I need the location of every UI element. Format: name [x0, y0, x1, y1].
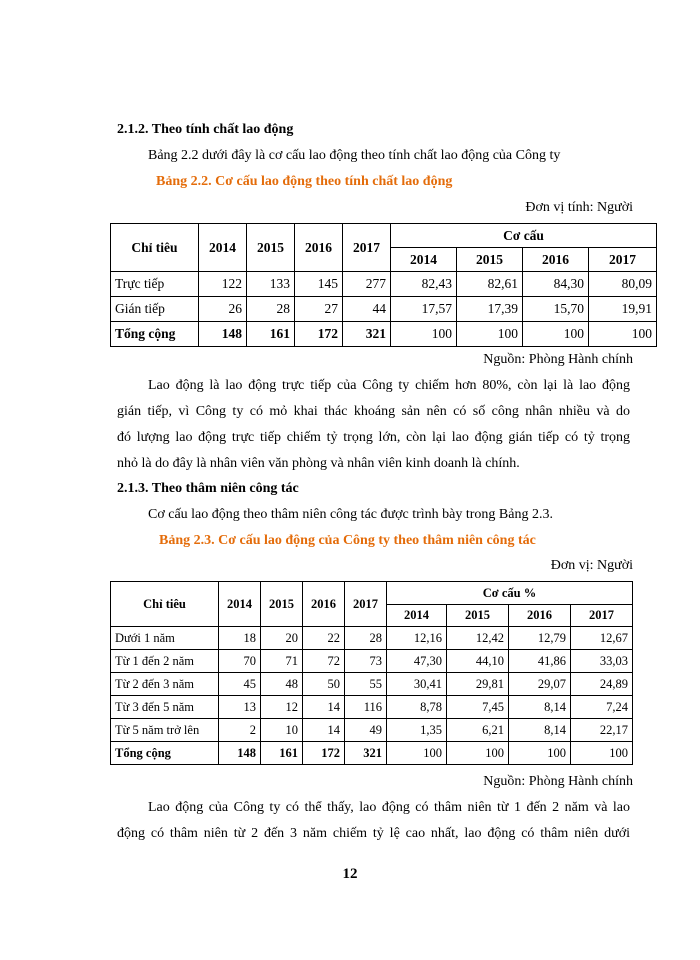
pct-cell: 19,91 — [589, 297, 657, 322]
section-intro-2-1-2: Bảng 2.2 dưới đây là cơ cấu lao động theo tính chất lao động của Công ty — [148, 148, 561, 163]
count-cell: 10 — [261, 719, 303, 742]
count-cell: 321 — [343, 322, 391, 347]
table-2-2-pct-year-header: 2016 — [523, 248, 589, 272]
pct-cell: 100 — [391, 322, 457, 347]
table-2-2-pct-year-header: 2014 — [391, 248, 457, 272]
section-heading-2-1-2: 2.1.2. Theo tính chất lao động — [117, 122, 294, 137]
table-2-2-unit: Đơn vị tính: Người — [525, 200, 633, 215]
table-2-2-header-label: Chỉ tiêu — [111, 224, 199, 272]
pct-cell: 22,17 — [571, 719, 633, 742]
table-2-3-group-header: Cơ cấu % — [387, 582, 633, 605]
table-2-3-year-header: 2016 — [303, 582, 345, 627]
row-label: Từ 2 đến 3 năm — [111, 673, 219, 696]
row-label: Trực tiếp — [111, 272, 199, 297]
pct-cell: 100 — [387, 742, 447, 765]
pct-cell: 82,43 — [391, 272, 457, 297]
pct-cell: 8,14 — [509, 696, 571, 719]
pct-cell: 12,67 — [571, 627, 633, 650]
count-cell: 172 — [295, 322, 343, 347]
table-2-2-source: Nguồn: Phòng Hành chính — [483, 352, 633, 367]
table-row — [111, 696, 633, 719]
count-cell: 44 — [343, 297, 391, 322]
pct-cell: 80,09 — [589, 272, 657, 297]
pct-cell: 41,86 — [509, 650, 571, 673]
table-2-3-year-header: 2017 — [345, 582, 387, 627]
row-label: Từ 3 đến 5 năm — [111, 696, 219, 719]
pct-cell: 100 — [457, 322, 523, 347]
pct-cell: 44,10 — [447, 650, 509, 673]
table-row — [111, 673, 633, 696]
count-cell: 116 — [345, 696, 387, 719]
table-row — [111, 719, 633, 742]
count-cell: 55 — [345, 673, 387, 696]
table-2-3-year-header: 2014 — [219, 582, 261, 627]
table-2-3-year-header: 2015 — [261, 582, 303, 627]
table-2-3-header-label: Chỉ tiêu — [111, 582, 219, 627]
pct-cell: 100 — [523, 322, 589, 347]
table-row — [111, 650, 633, 673]
pct-cell: 82,61 — [457, 272, 523, 297]
row-label: Gián tiếp — [111, 297, 199, 322]
pct-cell: 8,14 — [509, 719, 571, 742]
count-cell: 133 — [247, 272, 295, 297]
table-row-total — [111, 322, 657, 347]
count-cell: 148 — [199, 322, 247, 347]
table-row — [111, 297, 657, 322]
table-2-2-caption: Bảng 2.2. Cơ cấu lao động theo tính chất lao động — [156, 174, 453, 189]
pct-cell: 12,42 — [447, 627, 509, 650]
pct-cell: 84,30 — [523, 272, 589, 297]
count-cell: 71 — [261, 650, 303, 673]
pct-cell: 7,24 — [571, 696, 633, 719]
pct-cell: 100 — [509, 742, 571, 765]
table-2-2 — [110, 223, 657, 347]
pct-cell: 24,89 — [571, 673, 633, 696]
table-2-2-pct-year-header: 2017 — [589, 248, 657, 272]
count-cell: 172 — [303, 742, 345, 765]
table-2-2-pct-year-header: 2015 — [457, 248, 523, 272]
count-cell: 48 — [261, 673, 303, 696]
pct-cell: 8,78 — [387, 696, 447, 719]
pct-cell: 100 — [571, 742, 633, 765]
pct-cell: 100 — [589, 322, 657, 347]
pct-cell: 100 — [447, 742, 509, 765]
pct-cell: 47,30 — [387, 650, 447, 673]
paragraph-line: đó lượng lao động trực tiếp chiếm tỷ trọng lớn, còn lại lao động gián tiếp có tỷ trọng — [117, 430, 630, 445]
count-cell: 145 — [295, 272, 343, 297]
row-label: Tổng cộng — [111, 322, 199, 347]
count-cell: 27 — [295, 297, 343, 322]
row-label: Từ 5 năm trở lên — [111, 719, 219, 742]
pct-cell: 12,16 — [387, 627, 447, 650]
table-2-3-pct-year-header: 2016 — [509, 605, 571, 627]
count-cell: 14 — [303, 696, 345, 719]
count-cell: 161 — [261, 742, 303, 765]
section-intro-2-1-3: Cơ cấu lao động theo thâm niên công tác được trình bày trong Bảng 2.3. — [148, 507, 553, 522]
row-label: Từ 1 đến 2 năm — [111, 650, 219, 673]
count-cell: 14 — [303, 719, 345, 742]
table-row — [111, 272, 657, 297]
count-cell: 161 — [247, 322, 295, 347]
page-number: 12 — [342, 866, 358, 882]
count-cell: 22 — [303, 627, 345, 650]
count-cell: 50 — [303, 673, 345, 696]
count-cell: 28 — [247, 297, 295, 322]
count-cell: 148 — [219, 742, 261, 765]
count-cell: 18 — [219, 627, 261, 650]
count-cell: 13 — [219, 696, 261, 719]
table-2-3-pct-year-header: 2015 — [447, 605, 509, 627]
row-label: Dưới 1 năm — [111, 627, 219, 650]
table-2-3-source: Nguồn: Phòng Hành chính — [483, 774, 633, 789]
count-cell: 2 — [219, 719, 261, 742]
pct-cell: 12,79 — [509, 627, 571, 650]
count-cell: 122 — [199, 272, 247, 297]
paragraph-line: Lao động là lao động trực tiếp của Công ty chiếm hơn 80%, còn lại là lao động — [148, 378, 630, 393]
pct-cell: 15,70 — [523, 297, 589, 322]
paragraph-line: động có thâm niên từ 2 đến 3 năm chiếm tỷ lệ cao nhất, lao động có thâm niên dưới — [117, 826, 630, 841]
pct-cell: 33,03 — [571, 650, 633, 673]
table-2-3 — [110, 581, 633, 765]
count-cell: 72 — [303, 650, 345, 673]
count-cell: 28 — [345, 627, 387, 650]
pct-cell: 7,45 — [447, 696, 509, 719]
section-heading-2-1-3: 2.1.3. Theo thâm niên công tác — [117, 481, 299, 496]
pct-cell: 1,35 — [387, 719, 447, 742]
count-cell: 45 — [219, 673, 261, 696]
pct-cell: 29,81 — [447, 673, 509, 696]
table-row-total — [111, 742, 633, 765]
paragraph-line: gián tiếp, vì Công ty có mỏ khai thác khoáng sản nên có số công nhân nhiều và do — [117, 404, 630, 419]
pct-cell: 17,39 — [457, 297, 523, 322]
table-2-3-unit: Đơn vị: Người — [550, 558, 633, 573]
table-2-3-pct-year-header: 2014 — [387, 605, 447, 627]
pct-cell: 17,57 — [391, 297, 457, 322]
pct-cell: 29,07 — [509, 673, 571, 696]
count-cell: 49 — [345, 719, 387, 742]
count-cell: 26 — [199, 297, 247, 322]
pct-cell: 6,21 — [447, 719, 509, 742]
count-cell: 321 — [345, 742, 387, 765]
table-2-3-pct-year-header: 2017 — [571, 605, 633, 627]
count-cell: 73 — [345, 650, 387, 673]
table-2-2-group-header: Cơ cấu — [391, 224, 657, 248]
table-2-2-year-header: 2016 — [295, 224, 343, 272]
table-2-2-year-header: 2017 — [343, 224, 391, 272]
pct-cell: 30,41 — [387, 673, 447, 696]
paragraph-line: nhỏ là do đây là nhân viên văn phòng và nhân viên kinh doanh là chính. — [117, 456, 520, 471]
paragraph-line: Lao động của Công ty có thể thấy, lao động có thâm niên từ 1 đến 2 năm và lao — [148, 800, 630, 815]
count-cell: 277 — [343, 272, 391, 297]
count-cell: 12 — [261, 696, 303, 719]
table-2-3-caption: Bảng 2.3. Cơ cấu lao động của Công ty theo thâm niên công tác — [159, 533, 536, 548]
count-cell: 20 — [261, 627, 303, 650]
row-label: Tổng cộng — [111, 742, 219, 765]
table-row — [111, 627, 633, 650]
table-2-2-year-header: 2014 — [199, 224, 247, 272]
count-cell: 70 — [219, 650, 261, 673]
table-2-2-year-header: 2015 — [247, 224, 295, 272]
